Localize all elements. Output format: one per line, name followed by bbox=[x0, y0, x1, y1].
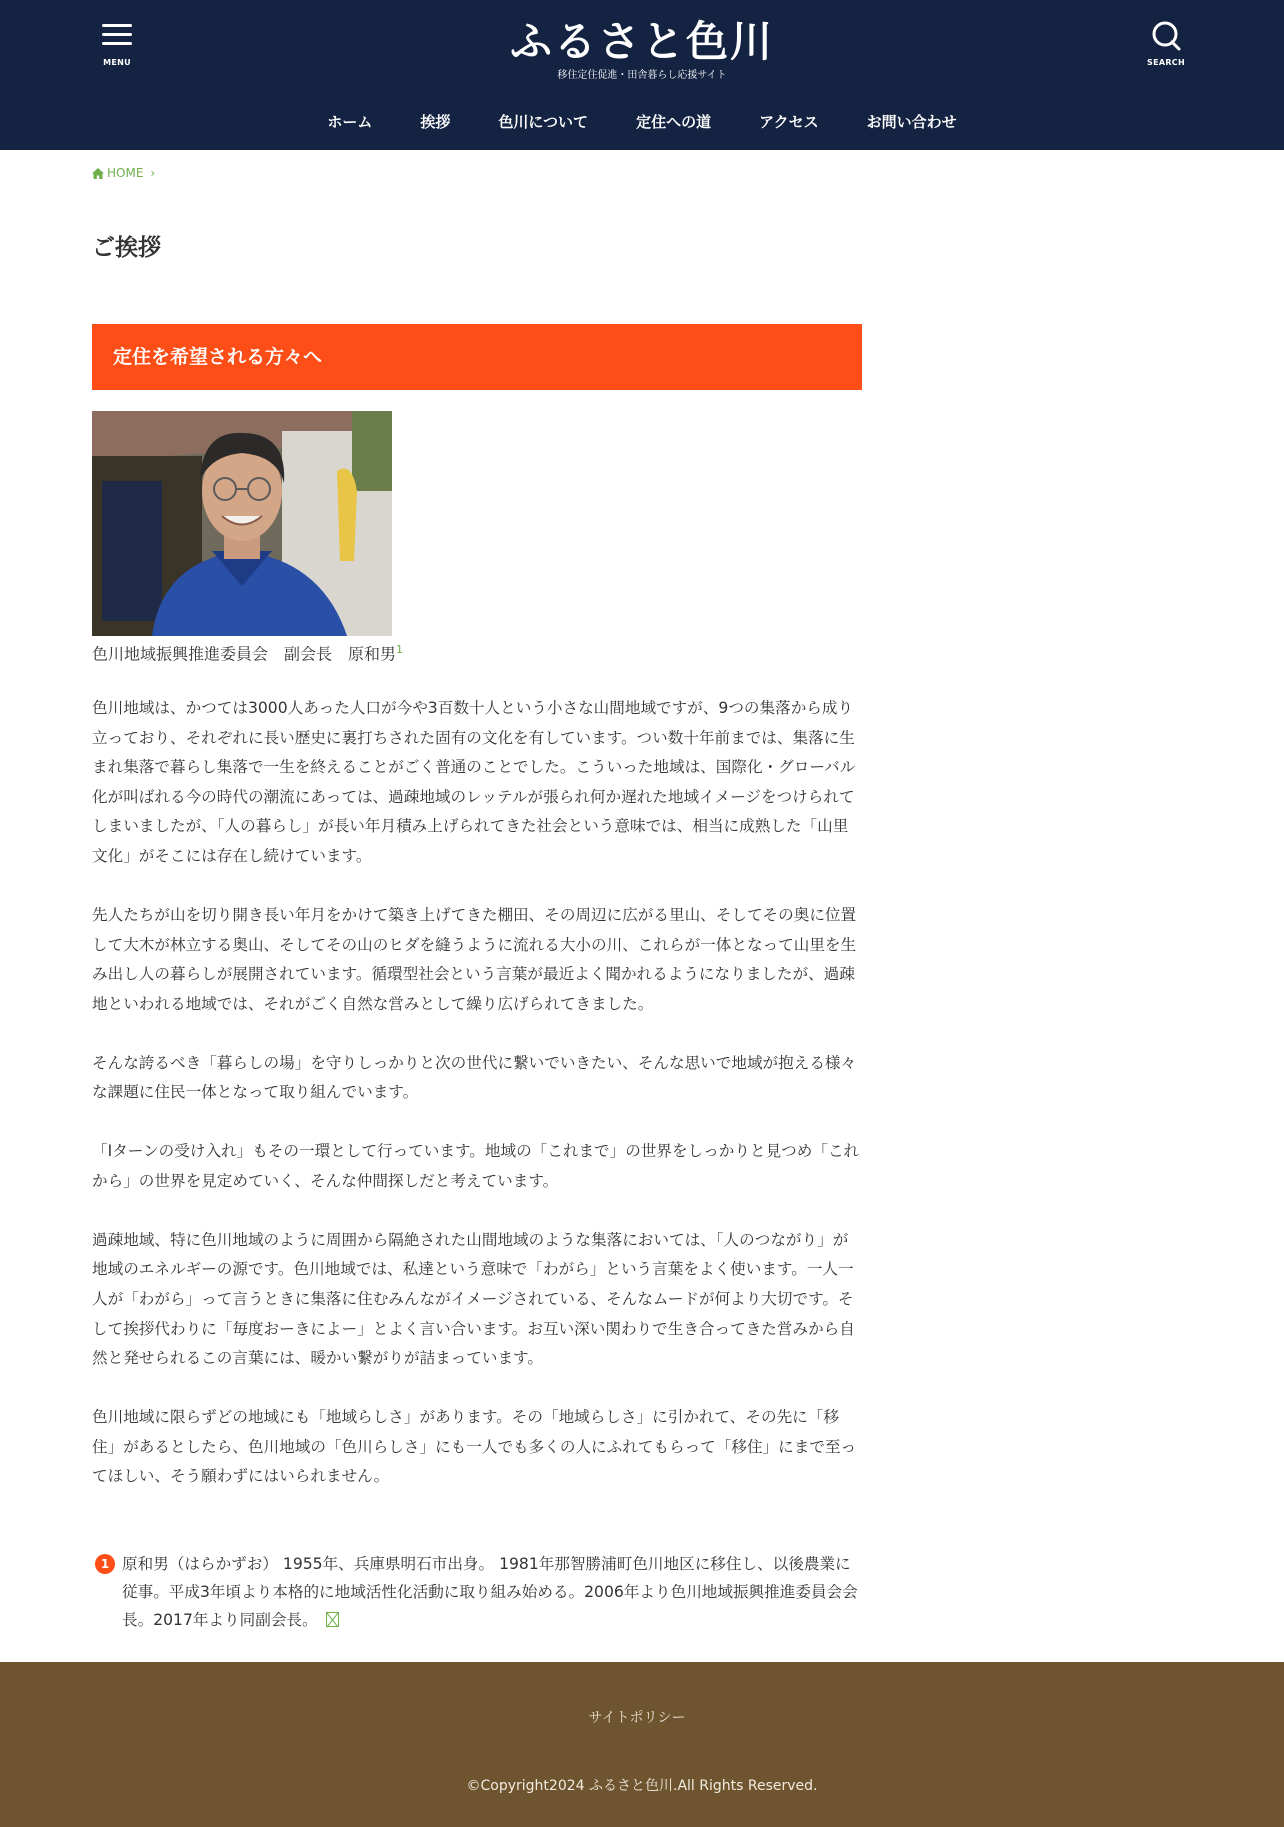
nav-item-settlement[interactable]: 定住への道 bbox=[636, 113, 712, 131]
copyright-text: ©Copyright2024 ふるさと色川.All Rights Reserved. bbox=[466, 1778, 818, 1794]
breadcrumb-home-label: HOME bbox=[107, 166, 144, 180]
paragraph: 「Iターンの受け入れ」もその一環として行っています。地域の「これまで」の世界をしっかりと見つめ「これから」の世界を見定めていく、そんな仲間探しだと考えています。 bbox=[92, 1142, 860, 1190]
footnotes bbox=[92, 1550, 862, 1634]
paragraph: 過疎地域、特に色川地域のように周囲から隔絶された山間地域のような集落においては、「人のつながり」が地域のエネルギーの源です。色川地域では、私達という意味で「わがら」という言葉をよく使います。一人一人が「わがら」って言うときに集落に住むみんながイメージされている、そんなムードが何より大切です。そして挨拶代わりに「毎度おーきによー」とよく言い合います。お互い深い関わりで生き合ってきた営みから自然と発せられるこの言葉には、暖かい繋がりが詰まっています。 bbox=[92, 1230, 855, 1368]
footnote-ref-link[interactable]: 1 bbox=[396, 643, 404, 656]
search-label: SEARCH bbox=[1147, 58, 1185, 67]
site-policy-link[interactable]: サイトポリシー bbox=[588, 1710, 686, 1726]
footnote-text: 原和男（はらかずお） 1955年、兵庫県明石市出身。 1981年那智勝浦町色川地区に移住し、以後農業に従事。平成3年頃より本格的に地域活性化活動に取り組み始める。2006年より色川地域振興推進委員会会長。2017年より同副会長。 bbox=[122, 1555, 858, 1629]
breadcrumb-separator: › bbox=[150, 166, 156, 180]
breadcrumb-home-link[interactable] bbox=[92, 166, 143, 180]
paragraph: 色川地域に限らずどの地域にも「地域らしさ」があります。その「地域らしさ」に引かれて、その先に「移住」があるとしたら、色川地域の「色川らしさ」にも一人でも多くの人にふれてもらって「移住」にまで至ってほしい、そう願わずにはいられません。 bbox=[92, 1408, 857, 1486]
article-body bbox=[92, 694, 862, 1521]
hamburger-icon bbox=[101, 20, 133, 50]
photo-caption bbox=[92, 638, 403, 666]
menu-button[interactable] bbox=[87, 18, 147, 72]
footnote-number-badge: 1 bbox=[95, 1554, 115, 1574]
nav-item-about[interactable]: 色川について bbox=[498, 113, 589, 131]
site-header bbox=[0, 0, 1284, 150]
caption-text: 色川地域振興推進委員会 副会長 原和男 bbox=[92, 644, 397, 664]
home-icon bbox=[92, 168, 104, 179]
footnote-return-icon[interactable] bbox=[326, 1612, 339, 1627]
menu-label: MENU bbox=[103, 58, 131, 67]
page-title: ご挨拶 bbox=[92, 235, 161, 261]
breadcrumb bbox=[92, 163, 155, 183]
paragraph: そんな誇るべき「暮らしの場」を守りしっかりと次の世代に繋いでいきたい、そんな思いで地域が抱える様々な課題に住民一体となって取り組んでいます。 bbox=[92, 1053, 857, 1102]
paragraph: 先人たちが山を切り開き長い年月をかけて築き上げてきた棚田、その周辺に広がる里山、そしてその奥に位置して大木が林立する奥山、そしてその山のヒダを縫うように流れる大小の川、これらが一体となって山里を生み出し人の暮らしが展開されています。循環型社会という言葉が最近よく聞かれるようになりましたが、過疎地といわれる地域では、それがごく自然な営みとして繰り広げられてきました。 bbox=[92, 905, 857, 1013]
section-heading: 定住を希望される方々へ bbox=[92, 324, 862, 390]
footnote-item bbox=[92, 1550, 862, 1634]
site-tagline: 移住定住促進・田舎暮らし応援サイト bbox=[557, 70, 727, 81]
nav-item-access[interactable]: アクセス bbox=[759, 113, 819, 131]
search-icon bbox=[1150, 20, 1182, 52]
nav-item-contact[interactable]: お問い合わせ bbox=[866, 113, 957, 131]
nav-item-greeting[interactable]: 挨拶 bbox=[420, 113, 451, 131]
paragraph: 色川地域は、かつては3000人あった人口が今や3百数十人という小さな山間地域ですが、9つの集落から成り立っており、それぞれに長い歴史に裏打ちされた固有の文化を有しています。つい数十年前までは、集落に生まれ集落で暮らし集落で一生を終えることがごく普通のことでした。こういった地域は、国際化・グローバル化が叫ばれる今の時代の潮流にあっては、過疎地域のレッテルが張られ何か遅れた地域イメージをつけられてしまいましたが、「人の暮らし」が長い年月積み上げられてきた社会という意味では、相当に成熟した「山里文化」がそこには存在し続けています。 bbox=[92, 699, 856, 865]
site-footer bbox=[0, 1662, 1284, 1827]
nav-item-home[interactable]: ホーム bbox=[327, 113, 373, 131]
portrait-photo bbox=[92, 411, 392, 636]
site-title[interactable]: ふるさと色川 bbox=[509, 17, 774, 66]
global-nav bbox=[0, 108, 1284, 138]
search-button[interactable] bbox=[1136, 18, 1196, 72]
